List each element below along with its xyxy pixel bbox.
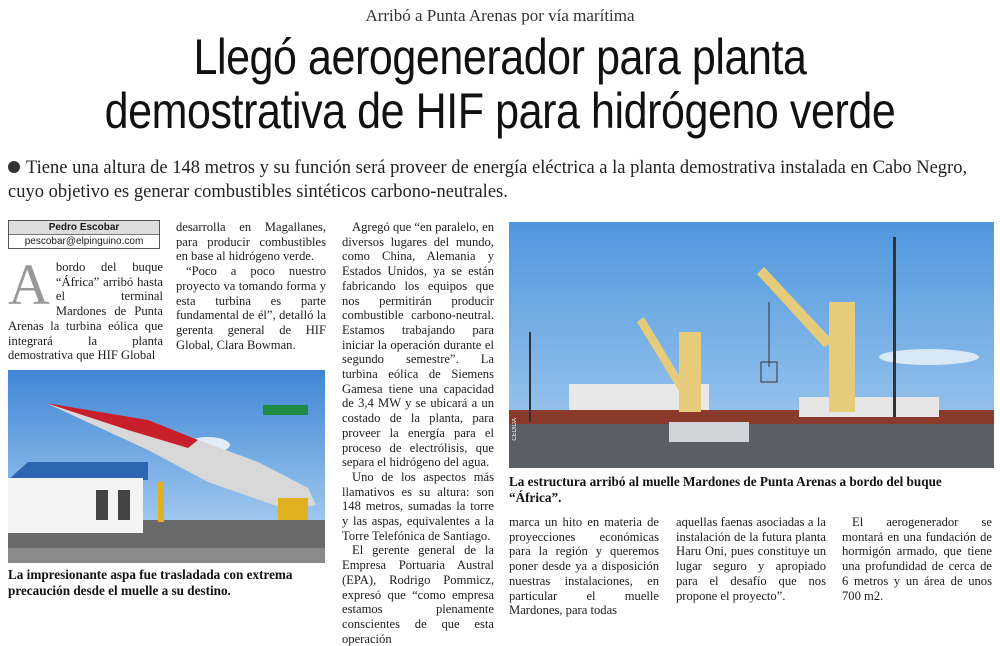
article-column-6 (842, 515, 992, 603)
photo-left-caption: La impresionante aspa fue trasladada con extrema precaución desde el muelle a su destino. (8, 567, 293, 598)
bullet-icon (8, 161, 20, 173)
headline (0, 30, 1000, 138)
article-column-3 (342, 220, 494, 646)
column-6-text: El aerogenerador se montará en una fundación de hormigón armado, que tiene una profundidad de cerca de 6 metros y un área de unos 700 m2. (842, 515, 992, 603)
author-name: Pedro Escobar (9, 221, 159, 235)
lead-text: Tiene una altura de 148 metros y su función será proveer de energía eléctrica a la planta demostrativa instalada en Cabo Negro, cuyo objetivo es generar combustibles sintéticos carbono-neutrales. (8, 158, 968, 202)
drop-cap: A (8, 252, 50, 317)
headline-line-1: Llegó aerogenerador para planta (193, 29, 807, 85)
photo-right-caption: La estructura arribó al muelle Mardones de Punta Arenas a bordo del buque “África”. (509, 474, 942, 505)
column-1-text: bordo del buque “África” arribó hasta el terminal Mardones de Punta Arenas la turbina eólica que integrará la planta demostrativa que HIF Global (8, 260, 163, 363)
author-email: pescobar@elpinguino.com (24, 236, 144, 247)
turbine-blade-illustration (8, 370, 325, 563)
article-column-1 (8, 252, 163, 363)
photo-port-cranes (509, 222, 994, 468)
column-2-paragraph: “Poco a poco nuestro proyecto va tomando forma y esta turbina es parte fundamental de él”, detalló la gerenta general de HIF Global, Clara Bowman. (176, 264, 326, 352)
article-column-4 (509, 515, 659, 618)
photo-turbine-blade (8, 370, 325, 563)
article-column-5 (676, 515, 826, 603)
column-4-text: marca un hito en materia de proyecciones económicas para la región y queremos poner desde ya a disposición nuestras instalaciones, en particular el muelle Mardones, para todas (509, 515, 659, 618)
column-3-paragraph: El gerente general de la Empresa Portuaria Austral (EPA), Rodrigo Pommicz, expresó que “como empresa estamos plenamente conscientes de que esta operación (342, 543, 494, 646)
article-column-2 (176, 220, 326, 352)
byline-box (8, 220, 160, 249)
lead-paragraph (8, 156, 993, 204)
column-3-paragraph: Agregó que “en paralelo, en diversos lugares del mundo, como China, Alemania y Estados Unidos, ya se están fabricando los equipos que nos permitirán producir combustible carbono-neutral. Estamos trabajando para iniciar la operación durante el segundo semestre”. La turbina eólica de Siemens Gamesa tiene una capacidad de 3,4 MW y se ubicará a un costado de la planta, para proveer la energía para el proceso de electrólisis, que separa el hidrógeno del agua. (342, 220, 494, 470)
column-2-paragraph: desarrolla en Magallanes, para producir combustibles en base al hidrógeno verde. (176, 220, 326, 264)
port-cranes-illustration (509, 222, 994, 468)
column-5-text: aquellas faenas asociadas a la instalación de la futura planta Haru Oni, pues constituye un lugar seguro y apropiado para el desafío que nos propone el proyecto”. (676, 515, 826, 603)
column-3-paragraph: Uno de los aspectos más llamativos es su altura: son 148 metros, sumadas la torre y las aspas, equivalentes a la Torre Telefónica de Santiago. (342, 469, 494, 543)
kicker: Arribó a Punta Arenas por vía marítima (365, 6, 635, 25)
photo-credit: CEDIDA (512, 418, 518, 441)
headline-line-2: demostrativa de HIF para hidrógeno verde (104, 83, 896, 139)
